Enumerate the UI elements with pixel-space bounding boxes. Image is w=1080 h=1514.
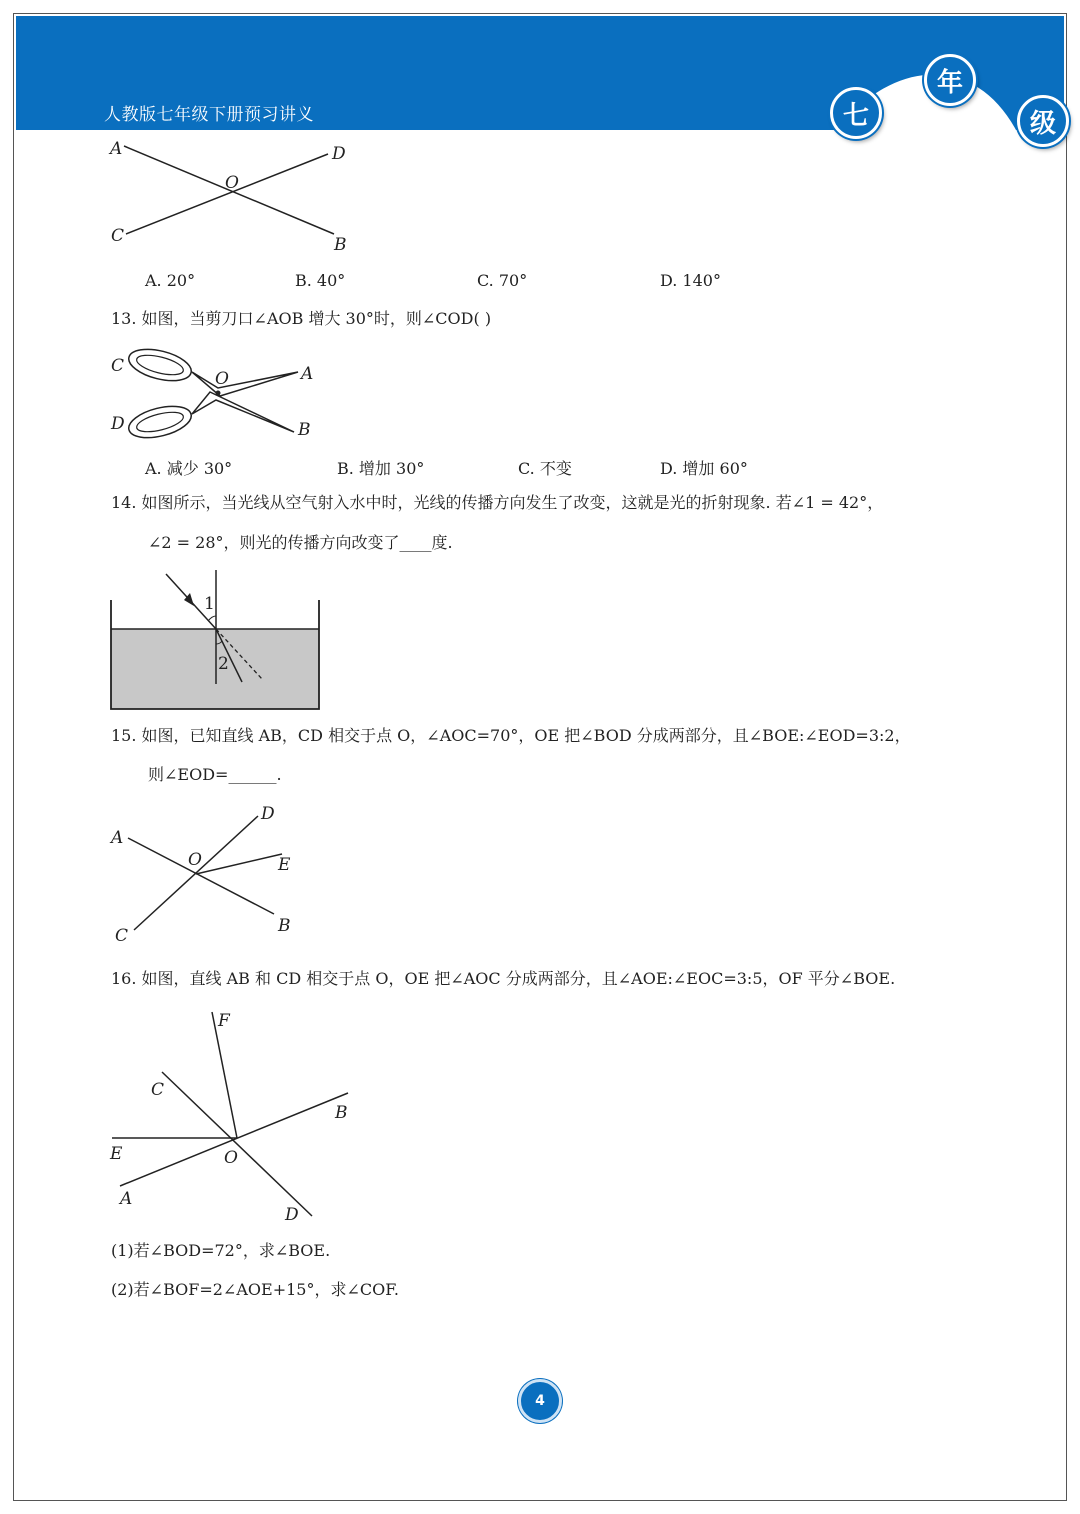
q12-label-d: D <box>332 144 346 164</box>
q13-label-b: B <box>298 420 311 440</box>
q15-line-cd <box>134 816 258 930</box>
q16-figure <box>108 1004 368 1226</box>
q13-option-b: B. 增加 30° <box>337 459 425 478</box>
q16-question: 16. 如图，直线 AB 和 CD 相交于点 O，OE 把∠AOC 分成两部分，且∠AOE:∠EOC=3:5，OF 平分∠BOE. <box>111 969 896 988</box>
q13-option-a: A. 减少 30° <box>145 459 233 478</box>
q16-subquestion-2: (2)若∠BOF=2∠AOE+15°，求∠COF. <box>111 1280 399 1299</box>
q16-label-f: F <box>218 1011 230 1031</box>
q16-label-c: C <box>151 1080 165 1100</box>
q16-line-ab <box>120 1093 348 1186</box>
q15-question-line2: 则∠EOD=______. <box>148 765 282 784</box>
q16-line-cd <box>162 1072 312 1216</box>
grade-badge-level: 级 <box>1017 95 1069 147</box>
q15-label-e: E <box>278 855 291 875</box>
q13-label-a: A <box>301 364 314 384</box>
q12-option-a: A. 20° <box>145 271 196 290</box>
q13-question: 13. 如图，当剪刀口∠AOB 增大 30°时，则∠COD( ) <box>111 309 492 328</box>
q15-label-c: C <box>115 926 129 946</box>
q14-refraction-figure <box>108 566 328 716</box>
q12-label-a: A <box>110 139 123 159</box>
q16-label-o: O <box>224 1148 238 1168</box>
q16-label-e: E <box>110 1144 123 1164</box>
scissors-handle-upper <box>126 344 195 387</box>
scissors-blade-a <box>192 372 298 396</box>
q13-scissors-figure <box>108 342 338 442</box>
q12-label-o: O <box>225 173 239 193</box>
page-number: 4 <box>518 1379 562 1423</box>
q13-option-d: D. 增加 60° <box>660 459 748 478</box>
scissors-blade-b <box>192 392 294 432</box>
water <box>111 629 319 709</box>
q12-option-d: D. 140° <box>660 271 721 290</box>
q13-option-c: C. 不变 <box>518 459 572 478</box>
q16-label-a: A <box>120 1189 133 1209</box>
q16-label-d: D <box>285 1205 299 1225</box>
q16-label-b: B <box>335 1103 348 1123</box>
q15-figure <box>108 800 318 950</box>
header-title: 人教版七年级下册预习讲义 <box>104 105 314 125</box>
q15-label-a: A <box>111 828 124 848</box>
q13-label-d: D <box>111 414 125 434</box>
scissors-pivot <box>216 391 221 396</box>
q13-label-c: C <box>111 356 125 376</box>
angle-1-arc <box>208 616 216 621</box>
q16-subquestion-1: (1)若∠BOD=72°，求∠BOE. <box>111 1241 331 1260</box>
scissors-handle-lower-inner <box>135 408 185 435</box>
q12-figure <box>108 138 368 258</box>
grade-badge-year: 年 <box>924 54 976 106</box>
q13-label-o: O <box>215 369 229 389</box>
q12-option-c: C. 70° <box>477 271 528 290</box>
q14-label-1: 1 <box>204 594 215 614</box>
scissors-handle-lower <box>126 401 195 444</box>
q12-label-c: C <box>111 226 125 246</box>
q12-line-cd <box>126 154 328 234</box>
q14-question-line1: 14. 如图所示，当光线从空气射入水中时，光线的传播方向发生了改变，这就是光的折射现象. 若∠1 = 42°， <box>111 493 884 512</box>
q15-label-d: D <box>261 804 275 824</box>
q12-option-b: B. 40° <box>295 271 346 290</box>
scissors-handle-upper-inner <box>135 351 185 378</box>
q12-label-b: B <box>334 235 347 255</box>
q15-question-line1: 15. 如图，已知直线 AB，CD 相交于点 O，∠AOC=70°，OE 把∠BOD 分成两部分，且∠BOE:∠EOD=3:2， <box>111 726 911 745</box>
q15-label-o: O <box>188 850 202 870</box>
q15-ray-oe <box>196 854 282 874</box>
q15-label-b: B <box>278 916 291 936</box>
q14-label-2: 2 <box>218 654 229 674</box>
grade-badge-seven: 七 <box>830 87 882 139</box>
q14-question-line2: ∠2 = 28°，则光的传播方向改变了____度. <box>148 533 453 552</box>
